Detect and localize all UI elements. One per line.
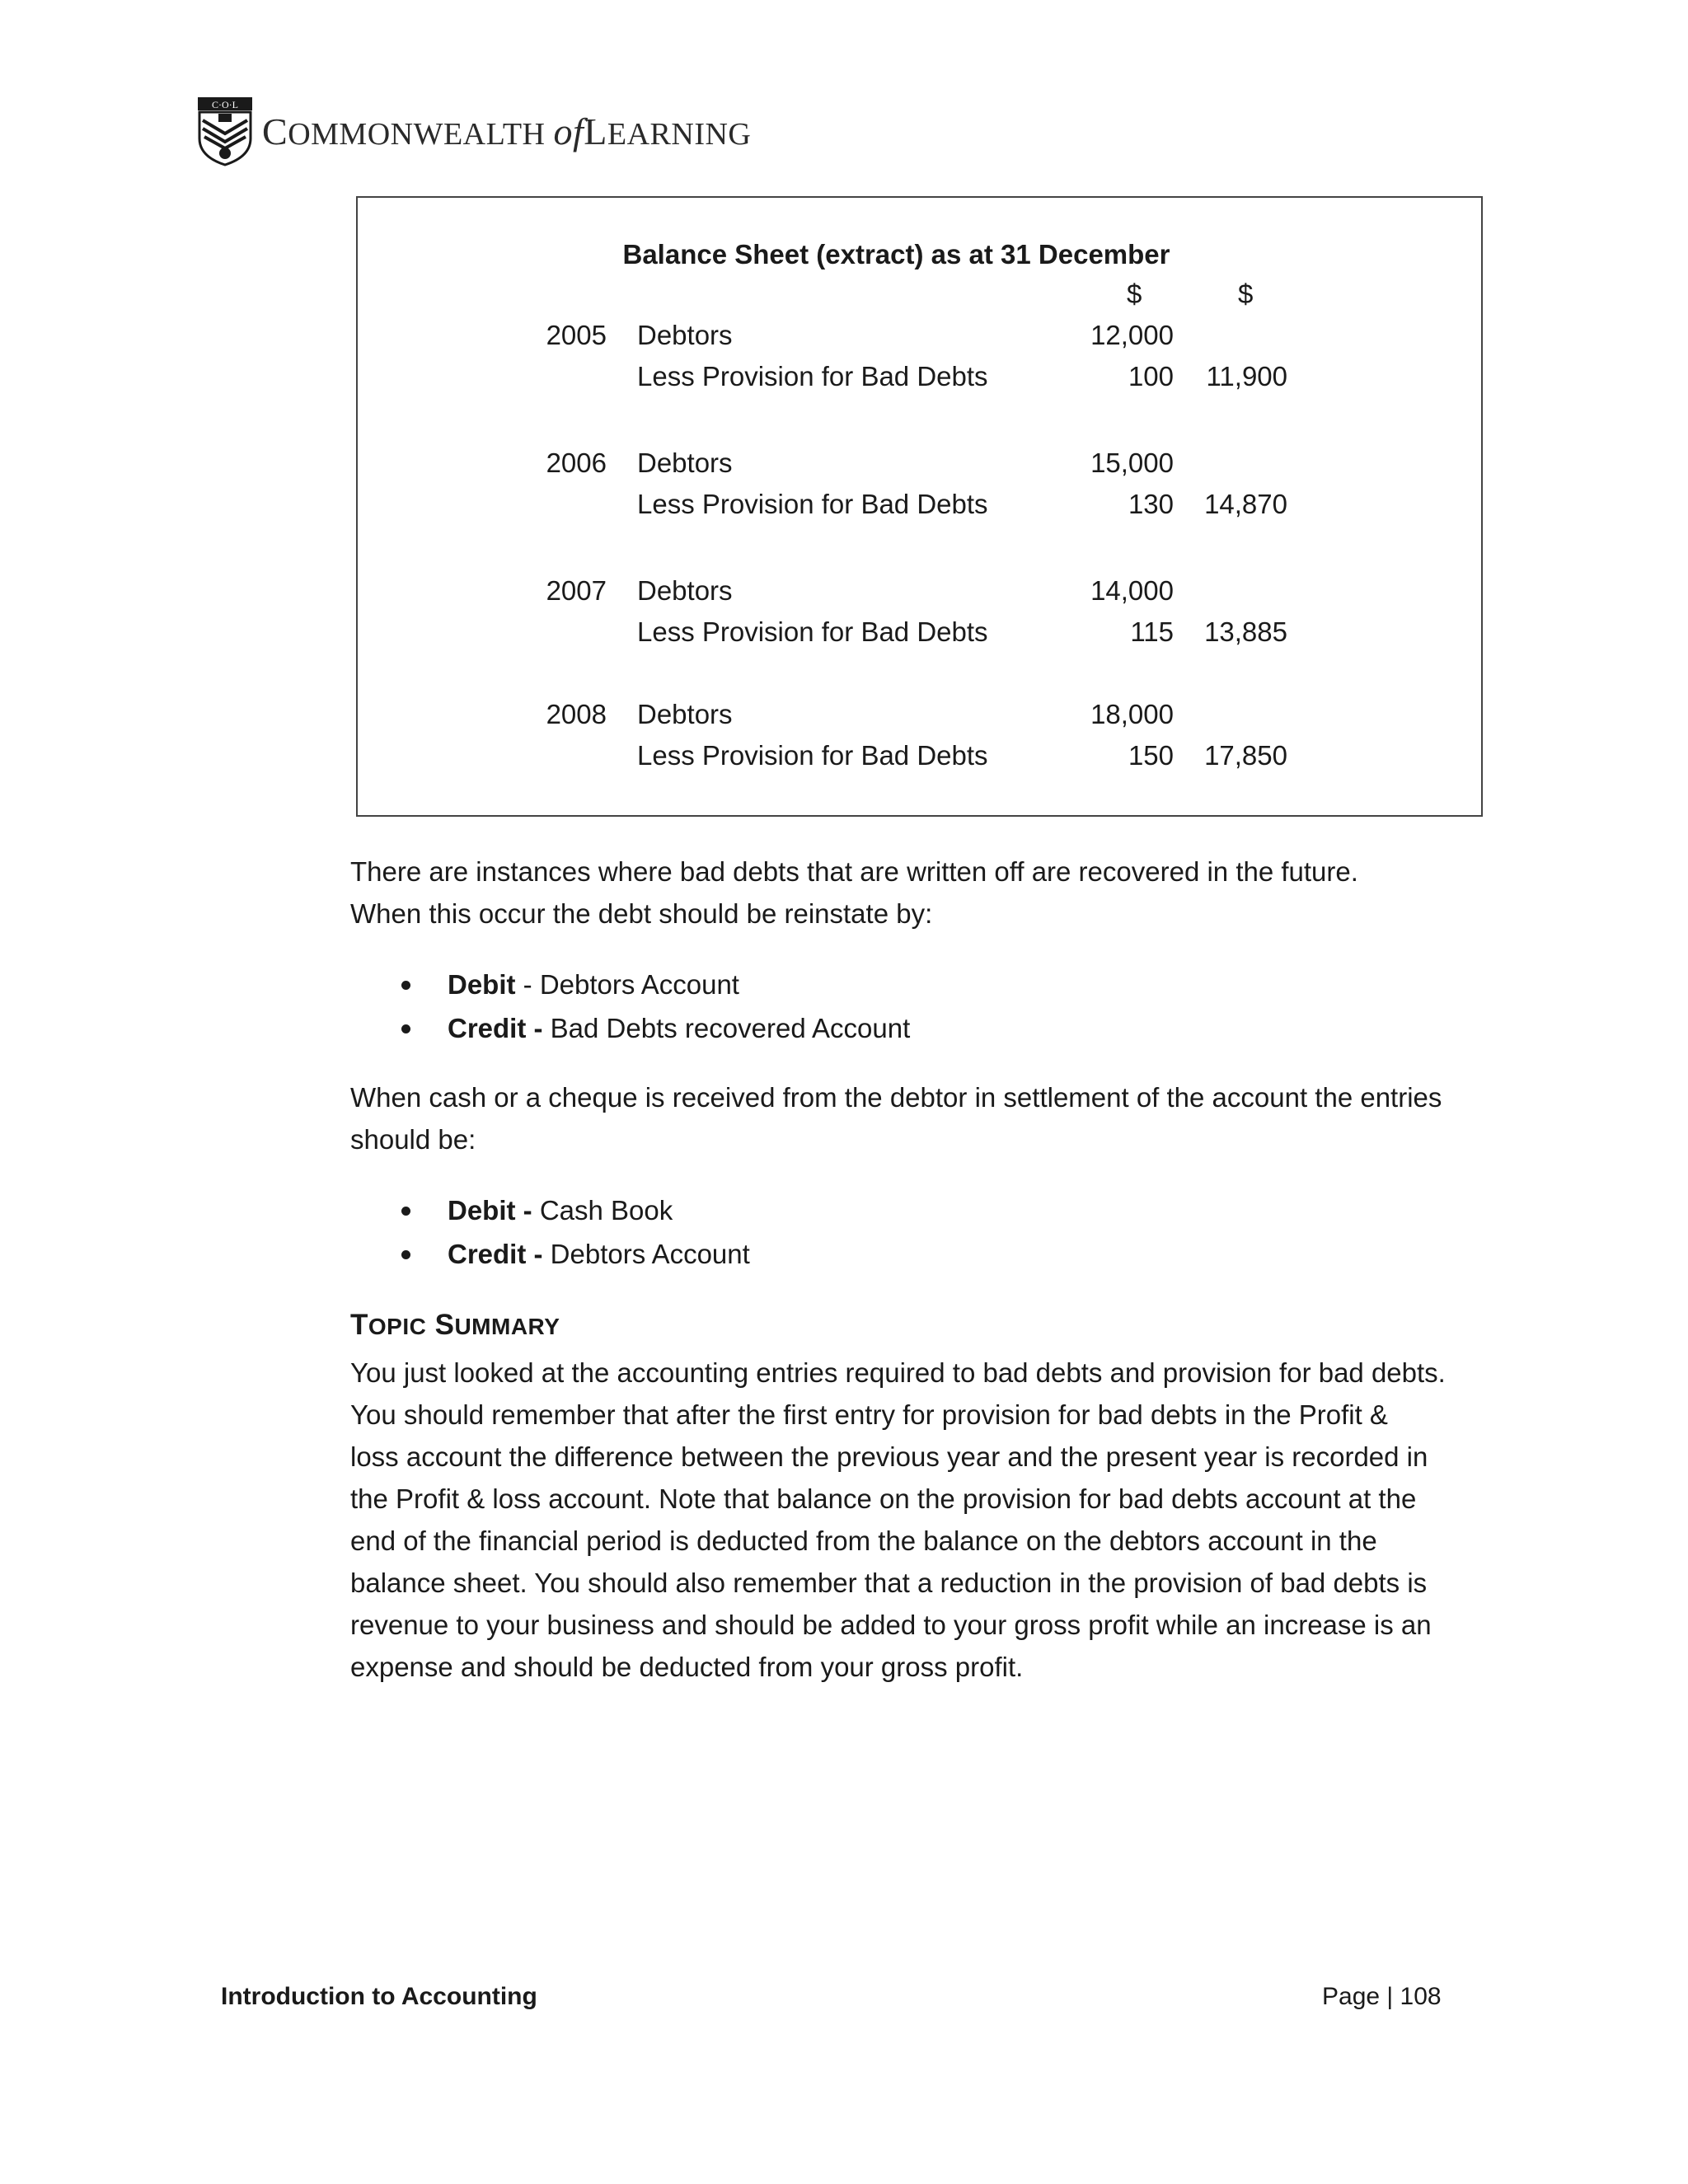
- bullet-icon: [401, 981, 410, 990]
- net-amount: 13,885: [1204, 616, 1287, 647]
- col-crest-icon: [196, 96, 254, 166]
- currency-header-1: $: [1127, 279, 1142, 309]
- net-amount: 14,870: [1204, 489, 1287, 519]
- list-item: Debit - Cash Book: [350, 1188, 1504, 1232]
- debtors-amount: 18,000: [1090, 699, 1174, 729]
- year-label: 2005: [546, 320, 607, 350]
- net-amount: 11,900: [1206, 361, 1287, 391]
- summary-paragraph: You just looked at the accounting entries required to bad debts and provision for bad debts. You should remember that after the first entry for provision for bad debts in the Profit & loss account the difference between the previous year and the present year is recorded in the Profit & loss account. Note that balance on the provision for bad debts account at the end of the financial period is deducted from the balance on the debtors account in the balance sheet. You should also remember that a reduction in the provision of bad debts is revenue to your business and should be added to your gross profit while an increase is an expense and should be deducted from your gross profit.: [350, 1357, 1446, 1682]
- debtors-label: Debtors: [637, 448, 733, 478]
- year-label: 2008: [546, 699, 607, 729]
- provision-amount: 130: [1128, 489, 1174, 519]
- debtors-amount: 15,000: [1090, 448, 1174, 478]
- year-label: 2006: [546, 448, 607, 478]
- header-logo: [196, 96, 751, 166]
- debtors-label: Debtors: [637, 699, 733, 729]
- provision-amount: 150: [1128, 740, 1174, 771]
- brand-name: COMMONWEALTH ofLEARNING: [262, 110, 752, 152]
- footer-title: Introduction to Accounting: [221, 1983, 537, 2010]
- balance-sheet-box: [356, 196, 1483, 817]
- page-number: Page | 108: [1322, 1983, 1442, 2010]
- net-amount: 17,850: [1204, 740, 1287, 771]
- bullet-icon: [401, 1250, 410, 1259]
- debtors-label: Debtors: [637, 575, 733, 606]
- recovered-bullet-list: [350, 963, 1504, 1050]
- topic-summary-heading: TOPIC SUMMARY: [350, 1309, 560, 1341]
- list-item: Credit - Debtors Account: [350, 1232, 1504, 1276]
- provision-label: Less Provision for Bad Debts: [637, 489, 988, 519]
- settlement-paragraph: When cash or a cheque is received from the debtor in settlement of the account the entries should be:: [350, 1082, 1442, 1155]
- currency-header-2: $: [1238, 279, 1254, 309]
- bullet-icon: [401, 1207, 410, 1216]
- provision-label: Less Provision for Bad Debts: [637, 616, 988, 647]
- debtors-label: Debtors: [637, 320, 733, 350]
- provision-label: Less Provision for Bad Debts: [637, 361, 988, 391]
- debtors-amount: 12,000: [1090, 320, 1174, 350]
- recovered-paragraph: There are instances where bad debts that are written off are recovered in the future. When this occur the debt should be reinstate by:: [350, 856, 1358, 929]
- provision-amount: 100: [1128, 361, 1174, 391]
- list-item: Debit - Debtors Account: [350, 963, 1504, 1006]
- provision-label: Less Provision for Bad Debts: [637, 740, 988, 771]
- year-label: 2007: [546, 575, 607, 606]
- settlement-bullet-list: [350, 1188, 1504, 1276]
- balance-sheet-title: Balance Sheet (extract) as at 31 December: [622, 239, 1170, 269]
- bullet-icon: [401, 1024, 410, 1033]
- provision-amount: 115: [1130, 616, 1174, 647]
- list-item: Credit - Bad Debts recovered Account: [350, 1006, 1504, 1050]
- debtors-amount: 14,000: [1090, 575, 1174, 606]
- crest-letters: C·O·L: [212, 99, 238, 110]
